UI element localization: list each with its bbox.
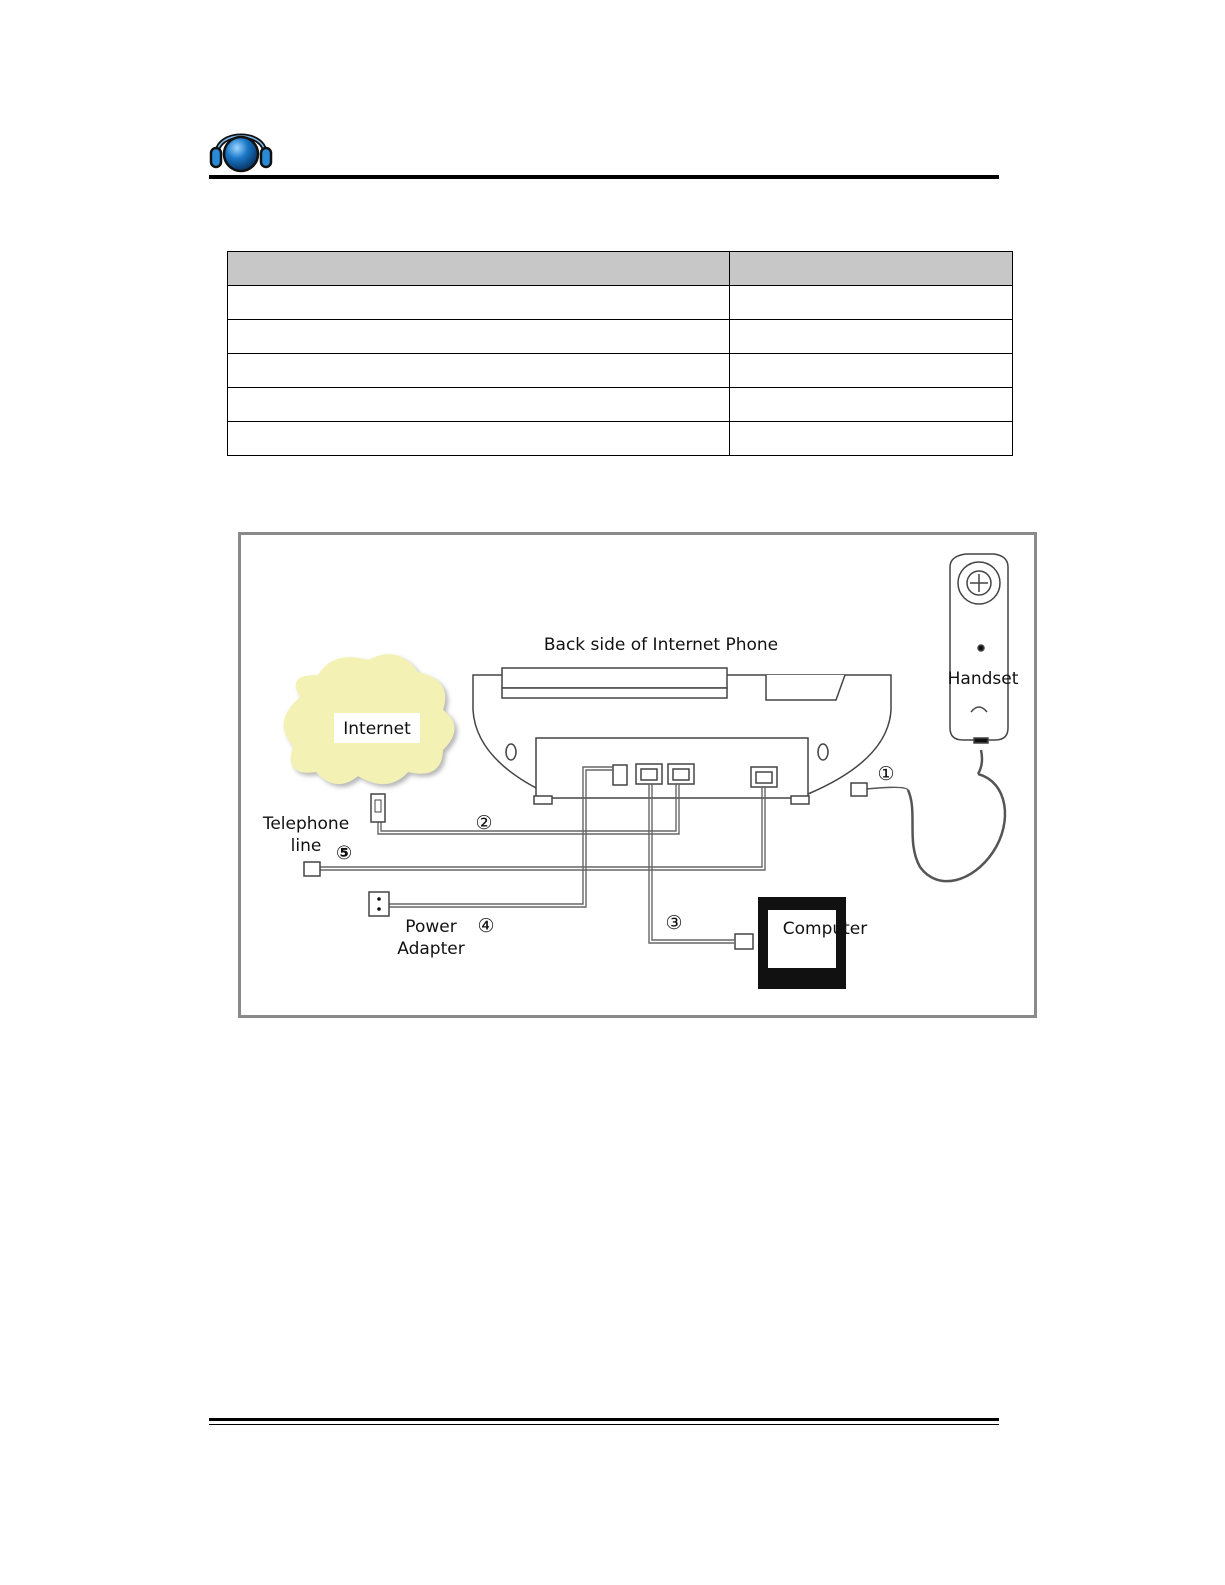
- phone-back-icon: [473, 668, 891, 804]
- handset-icon: [950, 554, 1008, 743]
- step-5-marker: ⑤: [335, 842, 353, 864]
- power-adapter-icon: [369, 892, 389, 916]
- computer-plug-icon: [735, 934, 753, 949]
- table-cell: [730, 286, 1013, 320]
- table-header-cell: [730, 252, 1013, 286]
- table-cell: [228, 422, 730, 456]
- table-cell: [228, 354, 730, 388]
- diagram-title: Back side of Internet Phone: [543, 635, 779, 655]
- computer-icon: [758, 897, 846, 989]
- table-row: [228, 354, 1013, 388]
- table-cell: [730, 354, 1013, 388]
- computer-label: Computer: [782, 919, 868, 939]
- internet-jack-icon: [371, 794, 385, 822]
- step-2-marker: ②: [475, 812, 493, 834]
- footer-rule: [209, 1418, 999, 1421]
- telephone-line-label-1: Telephone: [262, 814, 350, 834]
- table-header-row: [228, 252, 1013, 286]
- step-1-marker: ①: [877, 763, 895, 785]
- telephone-line-label-2: line: [290, 836, 322, 856]
- table-cell: [228, 320, 730, 354]
- telephone-jack-icon: [304, 862, 320, 876]
- table-row: [228, 320, 1013, 354]
- table-cell: [730, 422, 1013, 456]
- footer-rule-thin: [209, 1424, 999, 1425]
- internet-label: Internet: [343, 719, 411, 739]
- header-rule: [209, 175, 999, 179]
- power-adapter-label-2: Adapter: [397, 939, 465, 959]
- handset-plug-icon: [851, 783, 867, 796]
- table-cell: [730, 320, 1013, 354]
- table-row: [228, 388, 1013, 422]
- table-header-cell: [228, 252, 730, 286]
- step-4-marker: ④: [477, 915, 495, 937]
- table-cell: [228, 286, 730, 320]
- spec-table: [227, 251, 1013, 456]
- handset-label: Handset: [947, 669, 1019, 689]
- table-cell: [228, 388, 730, 422]
- connection-diagram: [238, 532, 1037, 1018]
- table-cell: [730, 388, 1013, 422]
- table-row: [228, 422, 1013, 456]
- table-row: [228, 286, 1013, 320]
- power-adapter-label-1: Power: [405, 917, 457, 937]
- step-3-marker: ③: [665, 912, 683, 934]
- headset-globe-logo-icon: [208, 124, 274, 174]
